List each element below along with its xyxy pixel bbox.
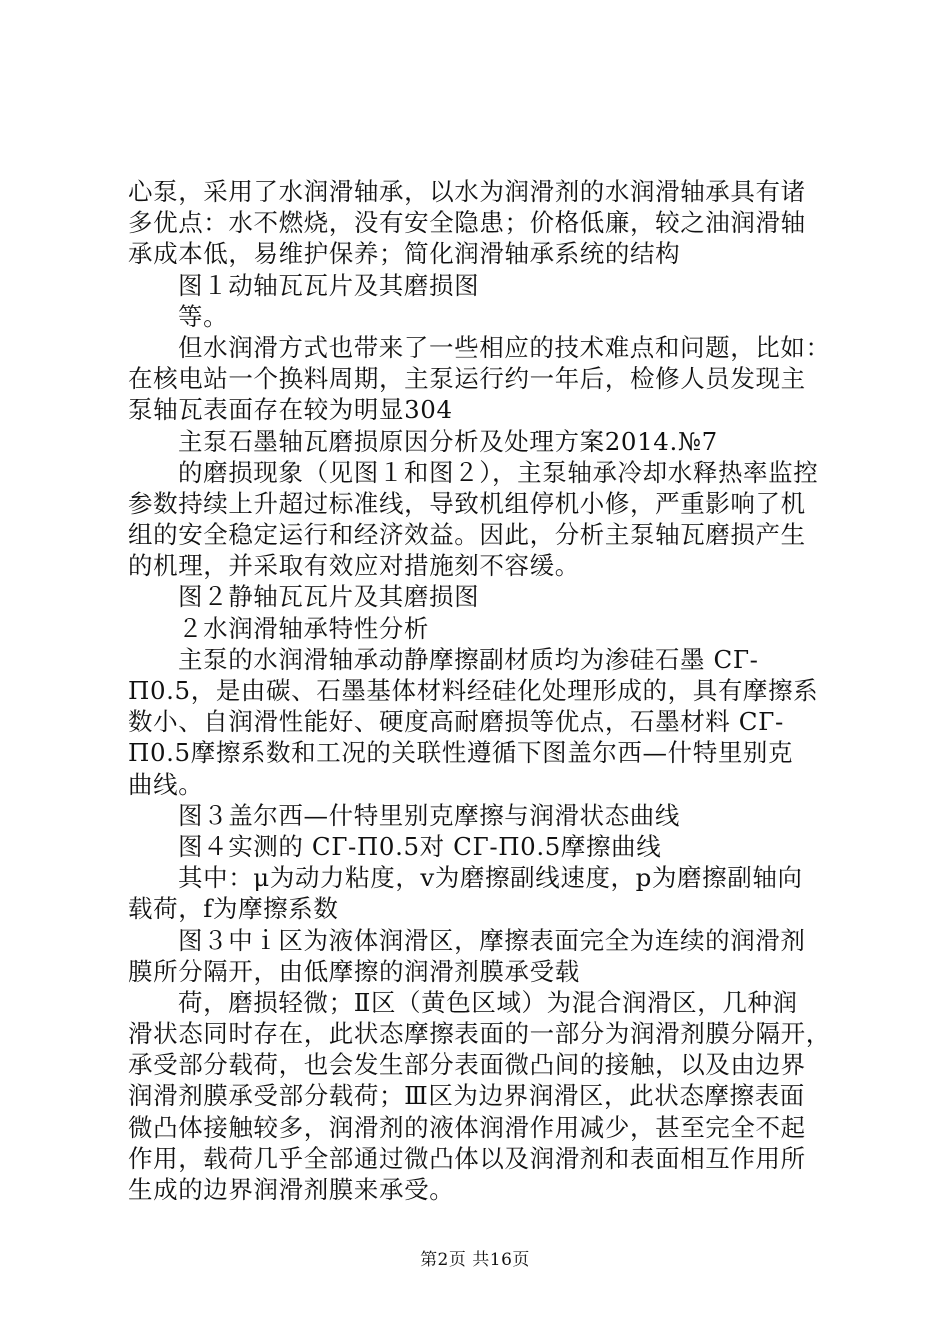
text-line: 主泵的水润滑轴承动静摩擦副材质均为渗硅石墨 СГ- [178,644,759,674]
text-line: 数小、自润滑性能好、硬度高耐磨损等优点，石墨材料 СГ- [128,707,784,737]
text-line: 微凸体接触较多，润滑剂的液体润滑作用减少，甚至完全不起 [128,1112,806,1142]
text-line: 等。 [178,301,229,331]
text-line: 润滑剂膜承受部分载荷；Ⅲ区为边界润滑区，此状态摩擦表面 [128,1081,805,1111]
text-line: 载荷，f为摩擦系数 [128,894,339,924]
text-line: 图２静轴瓦瓦片及其磨损图 [178,582,480,612]
text-line: 主泵石墨轴瓦磨损原因分析及处理方案2014.№7 [178,426,718,456]
text-line: П0.5摩擦系数和工况的关联性遵循下图盖尔西—什特里别克 [128,738,794,768]
text-line: 参数持续上升超过标准线，导致机组停机小修，严重影响了机 [128,488,806,518]
text-line: 滑状态同时存在，此状态摩擦表面的一部分为润滑剂膜分隔开， [128,1019,831,1049]
text-line: 组的安全稳定运行和经济效益。因此，分析主泵轴瓦磨损产生 [128,520,806,550]
text-line: 多优点：水不燃烧，没有安全隐患；价格低廉，较之油润滑轴 [128,208,806,238]
text-line: 的机理，并采取有效应对措施刻不容缓。 [128,551,580,581]
document-body [128,176,842,1205]
text-line: 心泵，采用了水润滑轴承，以水为润滑剂的水润滑轴承具有诸 [128,177,806,206]
text-line: 膜所分隔开，由低摩擦的润滑剂膜承受载 [128,956,580,986]
text-line: 在核电站一个换料周期，主泵运行约一年后，检修人员发现主 [128,364,806,394]
text-line: 图３中ｉ区为液体润滑区，摩擦表面完全为连续的润滑剂 [178,925,806,955]
text-line: 图１动轴瓦瓦片及其磨损图 [178,270,480,300]
text-line: 的磨损现象（见图１和图２），主泵轴承冷却水释热率监控 [178,457,819,487]
text-line: 图３盖尔西—什特里别克摩擦与润滑状态曲线 [178,800,680,830]
text-line: 图４实测的 СГ-П0.5对 СГ-П0.5摩擦曲线 [178,831,662,861]
text-line: 荷，磨损轻微；Ⅱ区（黄色区域）为混合润滑区，几种润 [178,987,798,1017]
text-line: ２水润滑轴承特性分析 [178,613,429,643]
text-line: 作用，载荷几乎全部通过微凸体以及润滑剂和表面相互作用所 [128,1143,806,1173]
text-line: 承成本低，易维护保养；简化润滑轴承系统的结构 [128,239,681,269]
text-line: 曲线。 [128,769,204,799]
text-line: П0.5，是由碳、石墨基体材料经硅化处理形成的，具有摩擦系 [128,676,819,705]
page-footer: 第2页 共16页 [420,1250,530,1270]
text-line: 泵轴瓦表面存在较为明显304 [128,395,453,425]
text-line: 但水润滑方式也带来了一些相应的技术难点和问题，比如： [178,332,831,362]
text-line: 生成的边界润滑剂膜来承受。 [128,1175,455,1204]
text-line: 承受部分载荷，也会发生部分表面微凸间的接触，以及由边界 [128,1050,806,1080]
text-line: 其中：μ为动力粘度，v为磨擦副线速度，p为磨擦副轴向 [178,863,803,893]
